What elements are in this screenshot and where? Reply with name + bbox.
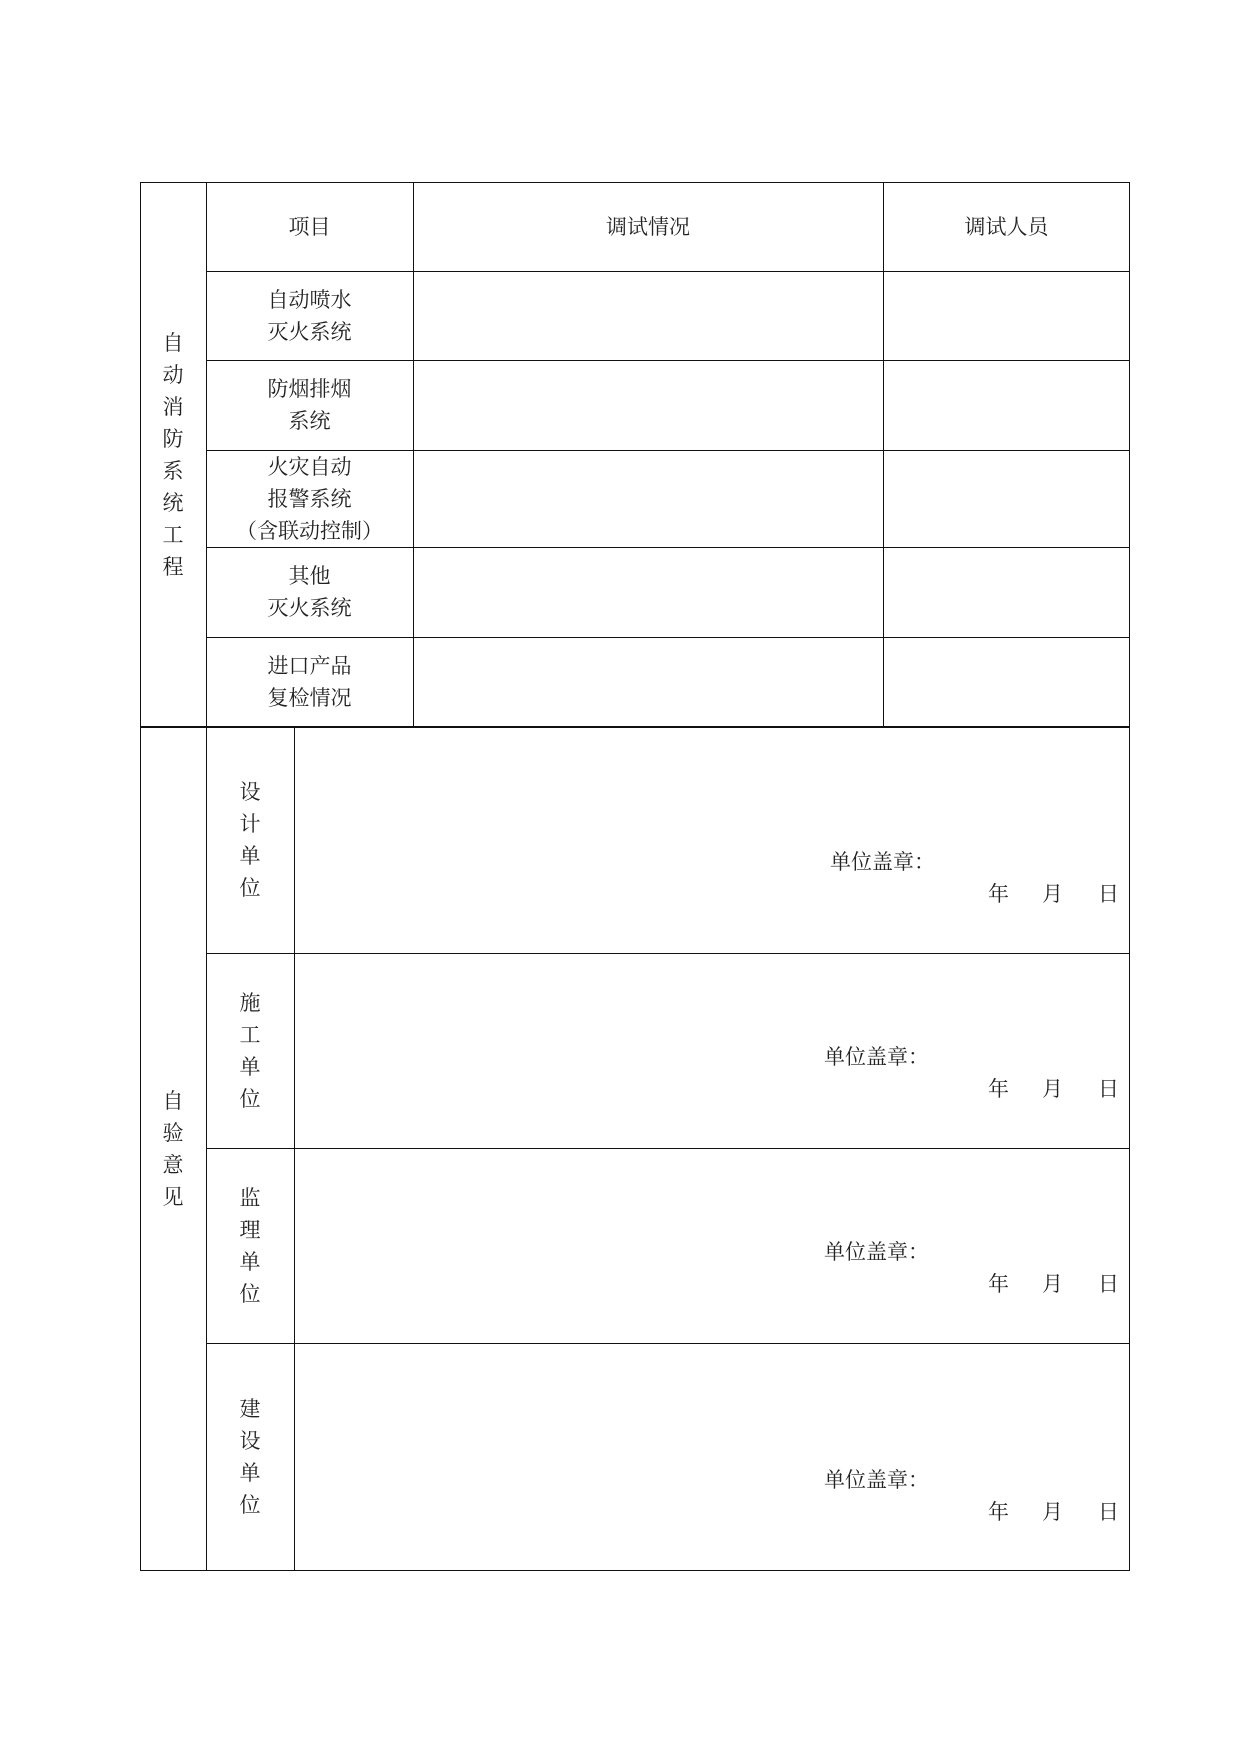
date-month: 月 <box>1042 1077 1063 1101</box>
item-line: 复检情况 <box>267 685 352 710</box>
unit-name <box>206 1343 294 1571</box>
label-char: 工 <box>162 522 184 547</box>
item-line: （含联动控制） <box>236 518 383 543</box>
unit-name-char: 设 <box>239 1429 261 1453</box>
opinion-field[interactable] <box>294 1148 1130 1343</box>
debug-status-field[interactable] <box>413 360 883 450</box>
unit-name-char: 单 <box>239 1249 261 1274</box>
unit-name <box>206 1148 294 1343</box>
opinion-field[interactable] <box>294 727 1130 953</box>
item-line: 进口产品 <box>267 653 352 678</box>
unit-name <box>206 953 294 1148</box>
unit-name-char: 位 <box>239 1281 261 1306</box>
label-char: 自 <box>162 1089 184 1113</box>
item-line: 自动喷水 <box>267 287 352 312</box>
stamp-label: 单位盖章： <box>824 1468 929 1492</box>
unit-name-char: 单 <box>239 1054 261 1079</box>
unit-name-char: 工 <box>239 1022 261 1047</box>
unit-name-char: 施 <box>239 990 261 1015</box>
label-char: 意 <box>162 1153 184 1177</box>
label-char: 统 <box>162 490 184 515</box>
section-label-self-inspection <box>140 727 206 1571</box>
table-row-item <box>206 637 413 726</box>
opinion-field[interactable] <box>294 953 1130 1148</box>
table-row-item <box>206 271 413 360</box>
unit-name-char: 计 <box>239 812 261 836</box>
label-char: 验 <box>162 1121 184 1145</box>
item-line: 火灾自动 <box>267 454 352 479</box>
date-month: 月 <box>1042 1500 1063 1524</box>
unit-name-char: 理 <box>239 1217 261 1242</box>
debug-status-field[interactable] <box>413 271 883 360</box>
label-char: 消 <box>162 394 184 419</box>
date-day: 日 <box>1098 1272 1119 1296</box>
table-row-item <box>206 450 413 547</box>
date-day: 日 <box>1098 882 1119 906</box>
item-line: 系统 <box>288 409 331 433</box>
date-year: 年 <box>988 882 1009 906</box>
label-char: 见 <box>162 1185 184 1209</box>
opinion-field[interactable] <box>294 1343 1130 1571</box>
item-line: 防烟排烟 <box>267 377 352 401</box>
date-month: 月 <box>1042 882 1063 906</box>
label-char: 系 <box>162 458 184 483</box>
table-row-item <box>206 547 413 637</box>
debug-status-field[interactable] <box>413 637 883 726</box>
debug-personnel-field[interactable] <box>883 547 1130 637</box>
header-debug-status: 调试情况 <box>606 214 690 239</box>
debug-personnel-field[interactable] <box>883 637 1130 726</box>
stamp-label: 单位盖章： <box>830 850 935 874</box>
stamp-label: 单位盖章： <box>824 1240 929 1264</box>
unit-name-char: 单 <box>239 1461 261 1485</box>
date-year: 年 <box>988 1077 1009 1101</box>
unit-name-char: 监 <box>239 1185 261 1210</box>
table-row-item <box>206 360 413 450</box>
unit-name-char: 位 <box>239 876 261 900</box>
date-year: 年 <box>988 1500 1009 1524</box>
item-line: 灭火系统 <box>267 319 352 344</box>
item-line: 其他 <box>288 564 331 588</box>
header-item: 项目 <box>288 214 331 239</box>
date-month: 月 <box>1042 1272 1063 1296</box>
debug-personnel-field[interactable] <box>883 271 1130 360</box>
header-debug-personnel: 调试人员 <box>964 214 1049 239</box>
unit-name-char: 设 <box>239 780 261 804</box>
date-day: 日 <box>1098 1500 1119 1524</box>
stamp-label: 单位盖章： <box>824 1045 929 1069</box>
debug-status-field[interactable] <box>413 547 883 637</box>
debug-personnel-field[interactable] <box>883 450 1130 547</box>
item-line: 报警系统 <box>267 486 352 511</box>
label-char: 动 <box>162 362 184 387</box>
unit-name-char: 位 <box>239 1493 261 1517</box>
unit-name <box>206 727 294 953</box>
debug-personnel-field[interactable] <box>883 360 1130 450</box>
label-char: 自 <box>162 330 184 355</box>
unit-name-char: 单 <box>239 844 261 868</box>
label-char: 防 <box>162 426 184 451</box>
unit-name-char: 位 <box>239 1086 261 1111</box>
unit-name-char: 建 <box>239 1397 261 1421</box>
date-year: 年 <box>988 1272 1009 1296</box>
item-line: 灭火系统 <box>267 596 352 620</box>
date-day: 日 <box>1098 1077 1119 1101</box>
label-char: 程 <box>162 554 184 579</box>
debug-status-field[interactable] <box>413 450 883 547</box>
section-label-fire-system <box>140 182 206 727</box>
